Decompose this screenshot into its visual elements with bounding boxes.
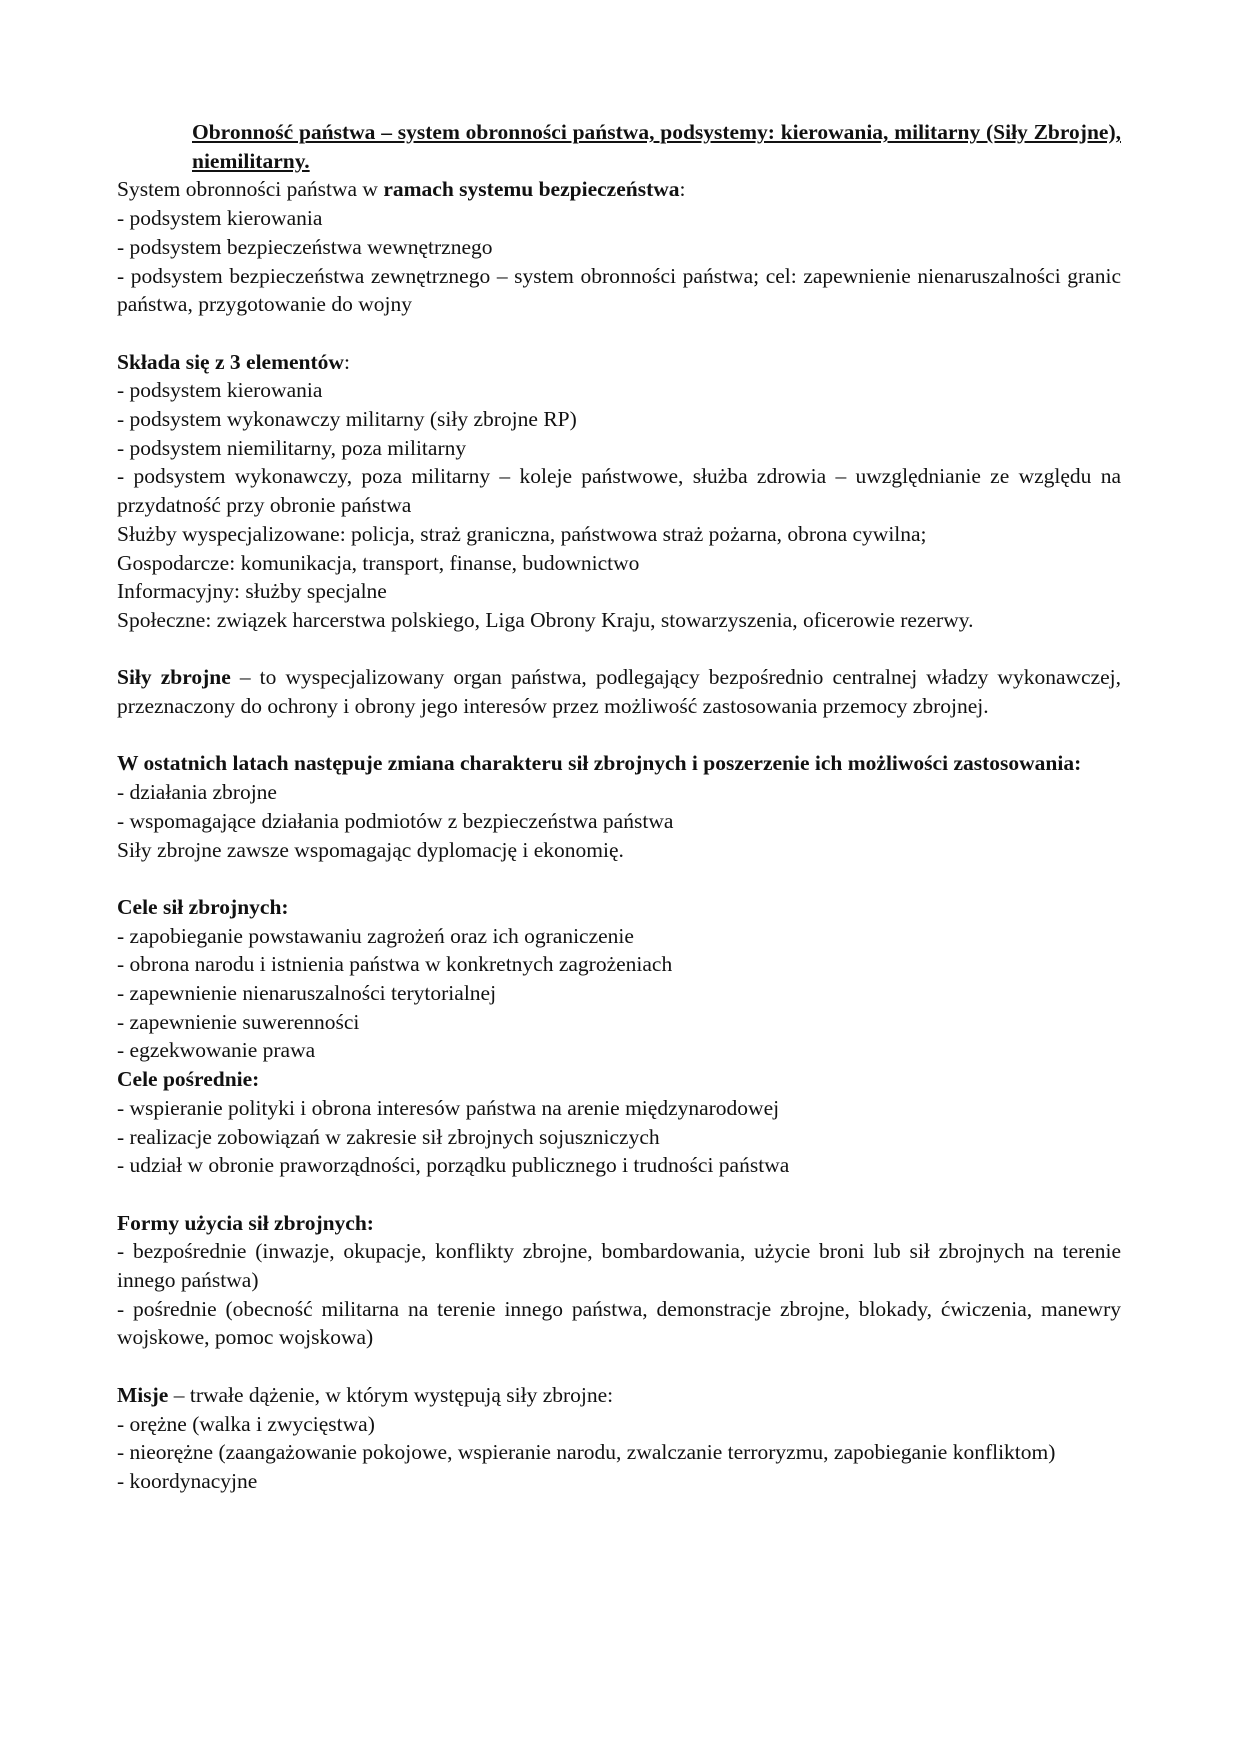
list-item: - zapewnienie nienaruszalności terytorialnej [117,981,497,1006]
list-item: - zapobieganie powstawaniu zagrożeń oraz ich ograniczenie [117,923,634,948]
document-title: Obronność państwa – system obronności państwa, podsystemy: kierowania, militarny (Siły Zbrojne), niemilitarny. [192,120,1121,173]
list-item: - wspieranie polityki i obrona interesów państwa na arenie międzynarodowej [117,1095,780,1120]
list-item: - orężne (walka i zwycięstwa) [117,1411,375,1436]
list-item: - podsystem wykonawczy, poza militarny – koleje państwowe, służba zdrowia – uwzględnianie ze względu na przydatność przy obronie państwa [117,464,1121,518]
list-item: - wspomagające działania podmiotów z bezpieczeństwa państwa [117,808,674,833]
list-item: - zapewnienie suwerenności [117,1009,360,1034]
list-item: - podsystem kierowania [117,206,323,231]
list-item: - podsystem niemilitarny, poza militarny [117,435,467,460]
list-item: Społeczne: związek harcerstwa polskiego, Liga Obrony Kraju, stowarzyszenia, oficerowie rezerwy. [117,607,974,632]
change-heading: W ostatnich latach następuje zmiana charakteru sił zbrojnych i poszerzenie ich możliwości zastosowania: [117,751,1082,776]
section-heading: Składa się z 3 elementów [117,349,344,374]
section-heading [117,1209,1121,1238]
forms-heading: Formy użycia sił zbrojnych: [117,1210,374,1235]
definition: – to wyspecjalizowany organ państwa, podlegający bezpośrednio centralnej władzy wykonawczej, przeznaczony do ochrony i obrony jego interesów przez możliwość zastosowania przemocy zbrojnej. [117,665,1122,719]
list-item: - egzekwowanie prawa [117,1038,316,1063]
definition: – trwałe dążenie, w którym występują siły zbrojne: [168,1382,614,1407]
list-item: - koordynacyjne [117,1468,258,1493]
section-heading [117,749,1121,778]
list-item: Siły zbrojne zawsze wspomagając dyplomację i ekonomię. [117,837,624,862]
section-heading [117,1065,1121,1094]
goals-heading: Cele sił zbrojnych: [117,894,289,919]
list-item: - realizacje zobowiązań w zakresie sił zbrojnych sojuszniczych [117,1124,660,1149]
list-item: - podsystem bezpieczeństwa wewnętrznego [117,234,493,259]
list-item: - pośrednie (obecność militarna na terenie innego państwa, demonstracje zbrojne, blokady, ćwiczenia, manewry wojskowe, pomoc wojskowa) [117,1296,1121,1350]
term: Misje [117,1382,169,1407]
armed-forces-definition [117,663,1121,720]
elements-heading-line [117,348,1121,377]
heading-colon: : [343,349,350,374]
intro-bold: ramach systemu bezpieczeństwa [383,177,680,202]
missions-definition [117,1381,1121,1410]
intro-tail: : [679,177,686,202]
intro-line [117,175,1121,204]
list-item: - działania zbrojne [117,780,277,805]
list-item: - podsystem kierowania [117,378,323,403]
list-item: - podsystem wykonawczy militarny (siły zbrojne RP) [117,407,577,432]
intro-lead: System obronności państwa w [117,177,384,202]
list-item: Informacyjny: służby specjalne [117,579,387,604]
list-item: - nieorężne (zaangażowanie pokojowe, wspieranie narodu, zwalczanie terroryzmu, zapobieganie konfliktom) [117,1440,1056,1465]
section-heading [117,893,1121,922]
term: Siły zbrojne [117,665,231,690]
document-page [117,118,1121,1496]
list-item: - udział w obronie praworządności, porządku publicznego i trudności państwa [117,1153,790,1178]
goals-sub-heading: Cele pośrednie: [117,1067,260,1092]
list-item: - podsystem bezpieczeństwa zewnętrznego – system obronności państwa; cel: zapewnienie nienaruszalności granic państwa, przygotowanie do wojny [117,263,1121,317]
list-item: Służby wyspecjalizowane: policja, straż graniczna, państwowa straż pożarna, obrona cywilna; [117,521,927,546]
list-item: - obrona narodu i istnienia państwa w konkretnych zagrożeniach [117,952,673,977]
list-item: - bezpośrednie (inwazje, okupacje, konflikty zbrojne, bombardowania, użycie broni lub sił zbrojnych na terenie innego państwa) [117,1239,1121,1293]
list-item: Gospodarcze: komunikacja, transport, finanse, budownictwo [117,550,640,575]
